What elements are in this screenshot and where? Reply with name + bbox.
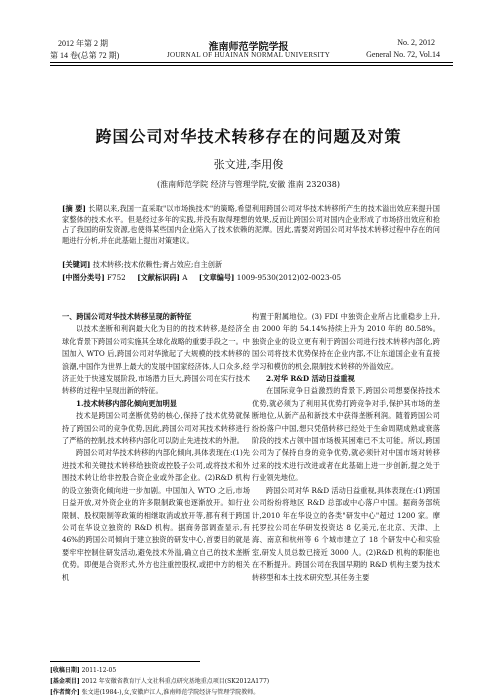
footnote-text: 张文进(1984-),女,安徽庐江人,淮南师范学院经济与管理学院教师。 (79, 689, 260, 696)
classification-line (62, 273, 442, 283)
header-rule-bottom (50, 65, 453, 66)
section-heading: 2.对华 R&D 活动日益重视 (266, 374, 355, 384)
keywords-line (62, 260, 442, 270)
footnote-text: 2012 年安徽省教育厅人文社科重点研究基地重点项目(SK2012A177) (79, 678, 270, 685)
clc-code: F752 (107, 273, 126, 282)
footnote-text: 2011-12-05 (79, 667, 117, 674)
doc-code: A (182, 273, 188, 282)
footnote-rule (50, 661, 200, 662)
header-rule-top (50, 62, 453, 63)
body-paragraph: 以技术垄断和利润最大化为目的的技术转移,是经济全球化背景下跨国公司实施其全球化战略的重要手段之一。中国加入 WTO 后,跨国公司对华掀起了大规模的技术转移的浪潮,中国作为世界上最大的发展中国家经济体,人口众多,经济正处于快速发展阶段,市场潜力巨大,跨国公司在实行技术转移的过程中呈现出新的特征。 (62, 324, 250, 396)
body-paragraph: 技术是跨国公司垄断优势的核心,保持了技术优势就保持了跨国公司的竞争优势,因此,跨国公司对其技术转移进行了严格的控制,技术转移内部化可以防止先进技术的外泄。 (62, 411, 250, 446)
footnote-line (50, 687, 453, 698)
footnote-label: [作者简介] (50, 689, 80, 696)
keywords: 技术转移;技术依赖性;膏占效应;自主创新 (92, 260, 223, 269)
footnote-label: [基金项目] (50, 678, 80, 685)
abstract (62, 204, 440, 246)
article-no-label: [文章编号] (198, 273, 235, 282)
journal-name-cn: 淮南师范学院学报 (208, 42, 289, 53)
general-no-en: General No. 72, Vol.14 (366, 50, 440, 59)
footnote-line (50, 665, 453, 676)
article-title: 跨国公司对华技术转移存在的问题及对策 (95, 127, 402, 146)
article-authors: 张文进,李用俊 (213, 158, 284, 171)
section-heading: 1.技术转移内部化倾向更加明显 (76, 398, 177, 408)
doc-code-label: [文献标识码] (137, 273, 180, 282)
article-no: 1009-9530(2012)02-0023-05 (236, 273, 342, 282)
body-paragraph: 在国际竞争日益激烈的背景下,跨国公司想要保持技术优势,就必须为了利用其优势打跨竞争对手,保护其市场的垄断地位,从新产品和新技术中获得垄断利润。随着跨国公司纷纷落户中国,想只凭借转移已经处于生命周期成熟或衰落阶段的技术占领中国市场极其困难已不太可能。所以,跨国公司为了保持自身的竞争优势,就必须针对中国市场对转移过来的技术进行改进或者在此基础上进一步创新,提之处于行业领先地位。 (252, 386, 440, 483)
footnote-label: [收稿日期] (50, 667, 80, 674)
abstract-label: [摘 要] (62, 204, 86, 213)
abstract-text: 长期以来,我国一直采取"以市场换技术"的策略,希望利用跨国公司对华技术转移所产生的技术溢出效应来提升国家整体的技术水平。但是经过多年的实践,并没有取得理想的效果,反而让跨国公司对国内企业形成了市场挤出效应和抢占了我国的研发资源,也使得某些国内企业陷入了技术依赖的泥潭。因此,需要对跨国公司对华技术转移过程中存在的问题进行分析,并在此基础上提出对策建议。 (62, 204, 440, 245)
body-paragraph: 跨国公司对华技术转移的内部化倾向,具体表现在:(1)先进技术和关键技术转移给独资或控股子公司,或将技术和外围技术转让给非控股合资企业或外部企业。(2)R&D 机构的设立独资化倾向进一步加剧。中国加入 WTO 之后,市场日益开放,对外资企业的许多限制政策也逐渐放开。如行业限制、股权限制等政策的相继取消或放开等,都有利于跨国公司在华设立独资的 R&D 机构。据商务部调查显示,有 46%的跨国公司倾向于建立独资的研发中心,首要目的就是要牢牢控制住研发活动,避免技术外溢,确立自己的技术垄断优势。即便是合资形式,外方也注重控股权,或把中方的相关机 (62, 448, 250, 582)
issue-total: 第 14 卷(总第 72 期) (50, 51, 120, 60)
right-column (252, 311, 440, 584)
journal-name-en: JOURNAL OF HUAINAN NORMAL UNIVERSITY (166, 51, 331, 59)
body-paragraph: 构置于附属地位。(3) FDI 中独资企业所占比重稳步上升,由 2000 年的 54.14%持续上升为 2010 年的 80.58%。独资企业的设立更有利于跨国公司进行技术转移内部化,跨国公司将技术优势保持在企业内部,不让东道国企业有直接学习和模仿的机会,限制技术转移的外溢效应。 (252, 312, 440, 371)
left-column (62, 311, 250, 584)
issue-no-en: No. 2, 2012 (397, 38, 435, 47)
footnotes (50, 665, 453, 698)
section-heading: 一、跨国公司对华技术转移呈现的新特征 (62, 312, 192, 321)
article-affiliation: (淮南师范学院 经济与管理学院,安徽 淮南 232038) (157, 180, 340, 189)
body-paragraph: 跨国公司对华 R&D 活动日益重视,具体表现在:(1)跨国公司纷纷将地区 R&D 总部或中心落户中国。据商务部统计,2010 年在华设立的各类"研发中心"超过 1200 家。摩托罗拉公司在华研发投资达 8 亿美元,在北京、天津、上海、南京和杭州等 6 个城市建立了 18 个研发中心和实验室,研发人员总数已接近 3000 人。(2)R&D 机构的职能也在不断提升。跨国公司在我国早期的 R&D 机构主要为技术转移型和本土技术研究型,其任务主要 (252, 485, 440, 582)
clc-label: [中图分类号] (62, 273, 105, 282)
footnote-line (50, 676, 453, 687)
keywords-label: [关键词] (62, 260, 91, 269)
issue-number: 2012 年第 2 期 (58, 39, 108, 48)
